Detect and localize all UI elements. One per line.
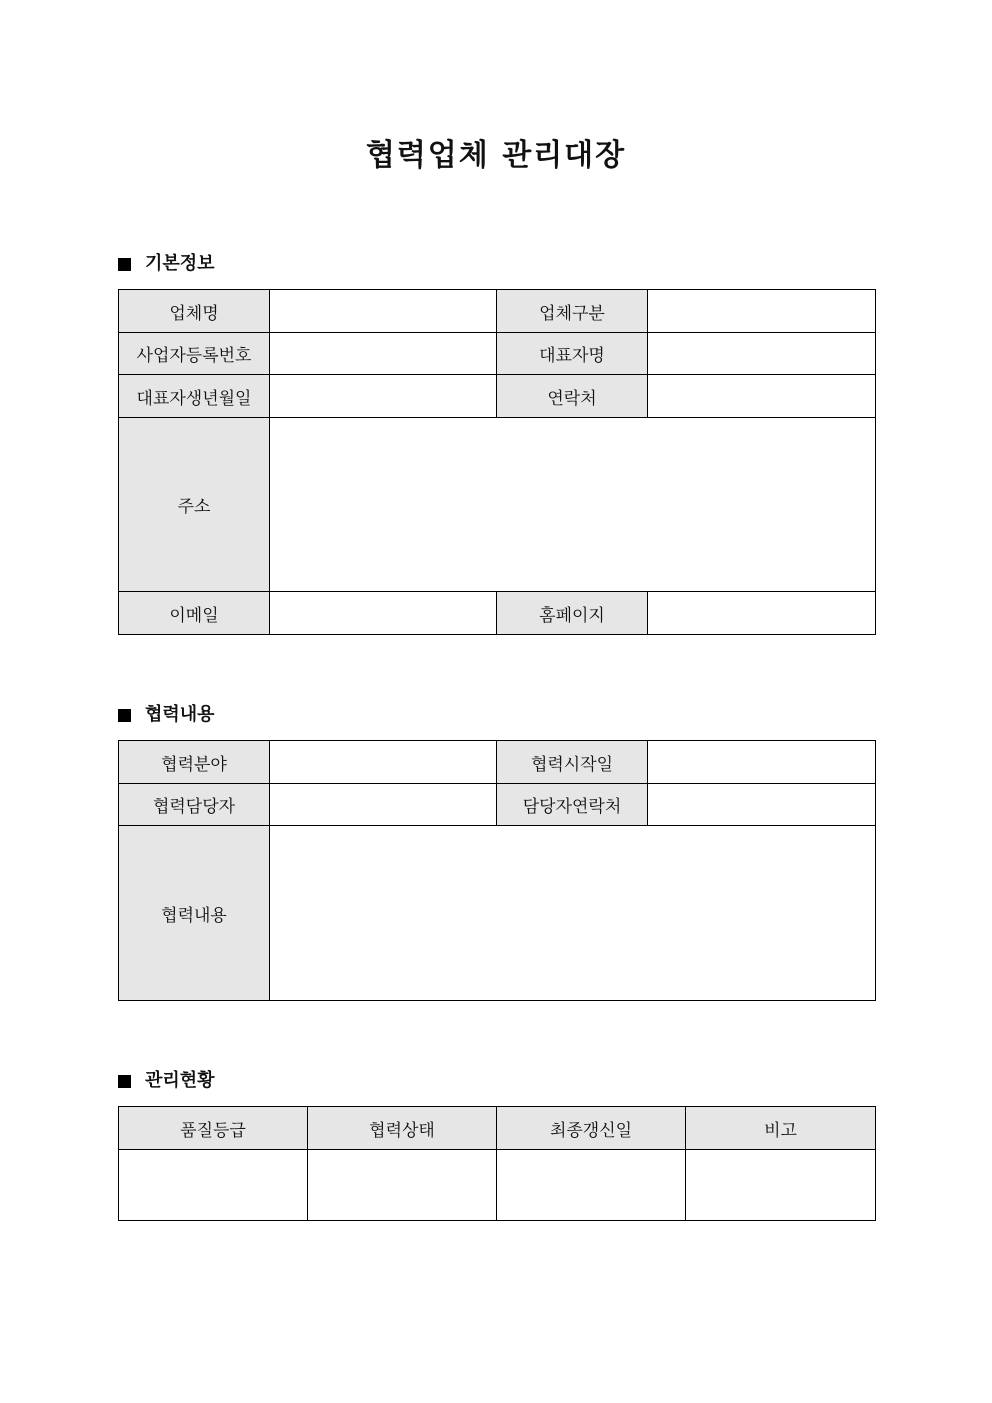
section-heading-label: 관리현황 [145, 1070, 215, 1091]
manager-contact-label: 담당자연락처 [497, 784, 648, 826]
email-field[interactable] [270, 592, 497, 635]
cooperation-table [118, 740, 876, 1001]
management-table [118, 1106, 876, 1221]
square-bullet-icon [118, 258, 131, 271]
business-reg-no-field[interactable] [270, 333, 497, 375]
cooperation-field-input[interactable] [270, 741, 497, 784]
section-heading-basic-info [118, 251, 215, 277]
section-heading-management [118, 1068, 215, 1094]
quality-grade-header: 품질등급 [119, 1107, 308, 1150]
basic-info-table [118, 289, 876, 635]
manager-label: 협력담당자 [119, 784, 270, 826]
rep-birthdate-field[interactable] [270, 375, 497, 418]
company-type-label: 업체구분 [497, 290, 648, 333]
representative-label: 대표자명 [497, 333, 648, 375]
company-type-field[interactable] [648, 290, 876, 333]
start-date-label: 협력시작일 [497, 741, 648, 784]
contact-label: 연락처 [497, 375, 648, 418]
section-heading-cooperation [118, 702, 215, 728]
email-label: 이메일 [119, 592, 270, 635]
company-name-label: 업체명 [119, 290, 270, 333]
cooperation-field-label: 협력분야 [119, 741, 270, 784]
start-date-field[interactable] [648, 741, 876, 784]
rep-birthdate-label: 대표자생년월일 [119, 375, 270, 418]
cooperation-content-field[interactable] [270, 826, 876, 1001]
homepage-field[interactable] [648, 592, 876, 635]
cooperation-status-header: 협력상태 [308, 1107, 497, 1150]
section-heading-label: 협력내용 [145, 704, 215, 725]
address-field[interactable] [270, 418, 876, 592]
quality-grade-field[interactable] [119, 1150, 308, 1221]
section-heading-label: 기본정보 [145, 253, 215, 274]
representative-field[interactable] [648, 333, 876, 375]
last-update-field[interactable] [497, 1150, 686, 1221]
document-title: 협력업체 관리대장 [365, 138, 627, 173]
cooperation-status-field[interactable] [308, 1150, 497, 1221]
remarks-field[interactable] [686, 1150, 876, 1221]
contact-field[interactable] [648, 375, 876, 418]
manager-contact-field[interactable] [648, 784, 876, 826]
company-name-field[interactable] [270, 290, 497, 333]
square-bullet-icon [118, 709, 131, 722]
last-update-header: 최종갱신일 [497, 1107, 686, 1150]
square-bullet-icon [118, 1075, 131, 1088]
address-label: 주소 [119, 418, 270, 592]
cooperation-content-label: 협력내용 [119, 826, 270, 1001]
manager-field[interactable] [270, 784, 497, 826]
remarks-header: 비고 [686, 1107, 876, 1150]
business-reg-no-label: 사업자등록번호 [119, 333, 270, 375]
homepage-label: 홈페이지 [497, 592, 648, 635]
